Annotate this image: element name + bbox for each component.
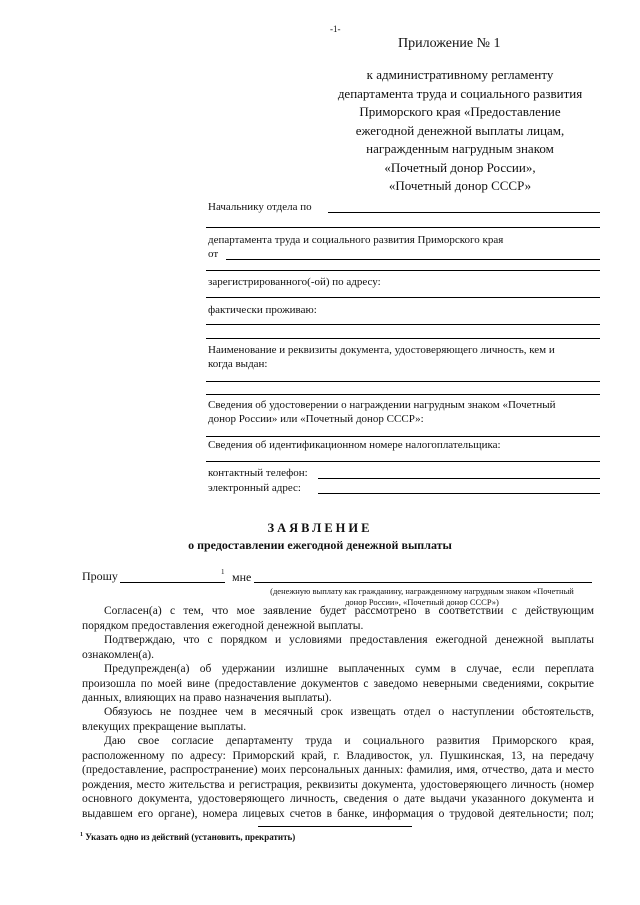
footnote <box>80 832 295 842</box>
caption-line: (денежную выплату как гражданину, награжденному нагрудным знаком «Почетный <box>270 586 574 596</box>
id-document-field-2[interactable] <box>206 394 600 395</box>
paragraph-consent-review <box>82 604 594 633</box>
phone-label: контактный телефон: <box>208 467 308 479</box>
footnote-text: Указать одно из действий (установить, прекратить) <box>85 832 296 842</box>
paragraph-line: данных, влияющих на право назначения выплаты). <box>82 692 332 704</box>
page-mark: -1- <box>330 24 341 34</box>
paragraph-line: расположенному по адресу: Приморский край, г. Владивосток, ул. Пушкинская, 13, на передачу <box>82 749 594 762</box>
request-detail-field[interactable] <box>254 582 592 583</box>
paragraph-obligation <box>82 705 594 734</box>
paragraph-line: произошла по моей вине (предоставление документов с заведомо неверными сведениями, сокрытие <box>82 677 594 690</box>
reglament-line: награжденным нагрудным знаком <box>366 141 554 156</box>
reglament-line: Приморского края «Предоставление <box>359 104 561 119</box>
from-field[interactable] <box>226 259 600 260</box>
appendix-title: Приложение № 1 <box>398 36 501 51</box>
paragraph-line: ознакомлен(а). <box>82 648 154 661</box>
from-field-2[interactable] <box>206 270 600 271</box>
addressee-label: Начальнику отдела по <box>208 201 312 213</box>
footnote-ref: 1 <box>221 568 225 576</box>
award-label-2: донор России» или «Почетный донор СССР»: <box>208 413 424 425</box>
caption-line: донор России», «Почетный донор СССР») <box>345 597 499 607</box>
reglament-line: «Почетный донор России», <box>384 159 536 175</box>
tax-id-field[interactable] <box>206 461 600 462</box>
reglament-line: ежегодной денежной выплаты лицам, <box>355 122 565 138</box>
registered-field[interactable] <box>206 297 600 298</box>
actual-address-field[interactable] <box>206 324 600 325</box>
reglament-reference <box>312 66 608 196</box>
statement-title: ЗАЯВЛЕНИЕ <box>267 521 373 535</box>
paragraph-line: Даю свое согласие департаменту труда и социального развития Приморского края, <box>104 735 594 747</box>
id-document-label: Наименование и реквизиты документа, удостоверяющего личность, кем и <box>208 344 555 356</box>
from-label: от <box>208 248 219 260</box>
request-prefix: Прошу <box>82 569 118 583</box>
paragraph-line: выдавшем его органе), номера лицевых счетов в банке, информация о трудовой деятельности; пол; <box>82 807 594 820</box>
id-document-label-2: когда выдан: <box>208 358 268 370</box>
paragraph-line: Согласен(а) с тем, что мое заявление будет рассмотрено в соответствии с действующим <box>104 605 594 617</box>
addressee-field-2[interactable] <box>206 227 600 228</box>
award-field[interactable] <box>206 436 600 437</box>
footnote-number: 1 <box>80 832 83 838</box>
department-label: департамента труда и социального развития Приморского края <box>208 234 504 246</box>
paragraph-line: Подтверждаю, что с порядком и условиями предоставления ежегодной денежной выплаты <box>104 634 594 646</box>
paragraph-line: порядком предоставления ежегодной денежной выплаты. <box>82 619 364 632</box>
statement-subtitle: о предоставлении ежегодной денежной выплаты <box>188 538 452 552</box>
actual-address-label: фактически проживаю: <box>208 304 317 316</box>
registered-label: зарегистрированного(-ой) по адресу: <box>208 276 381 288</box>
tax-id-label: Сведения об идентификационном номере налогоплательщика: <box>208 439 501 451</box>
paragraph-warning <box>82 662 594 706</box>
email-field[interactable] <box>318 493 600 494</box>
addressee-field[interactable] <box>328 212 600 213</box>
reglament-line: департамента труда и социального развития <box>337 85 583 101</box>
phone-field[interactable] <box>318 478 600 479</box>
paragraph-line: основного документа, удостоверяющего личность, сведения о дате выдачи указанного документа и <box>82 793 594 805</box>
paragraph-line: (предоставление, распространение) моих персональных данных: фамилия, имя, отчество, дата и место <box>82 764 594 776</box>
email-label: электронный адрес: <box>208 482 301 494</box>
paragraph-line: Предупрежден(а) об удержании излишне выплаченных сумм в случае, если переплата <box>104 663 594 675</box>
award-label: Сведения об удостоверении о награждении нагрудным знаком «Почетный <box>208 399 556 411</box>
id-document-field[interactable] <box>206 381 600 382</box>
paragraph-personal-data <box>82 734 594 821</box>
request-suffix: мне <box>232 570 252 584</box>
request-action-field[interactable] <box>120 582 225 583</box>
reglament-line: «Почетный донор СССР» <box>388 178 532 193</box>
reglament-line: к административному регламенту <box>366 67 554 82</box>
paragraph-line: рождения, место жительства и регистрация, реквизиты документа, удостоверяющего личность (номер <box>82 778 594 791</box>
paragraph-line: Обязуюсь не позднее чем в месячный срок извещать отдел о наступлении обстоятельств, <box>104 706 594 718</box>
paragraph-line: влекущих прекращение выплаты. <box>82 720 247 733</box>
paragraph-acknowledge <box>82 633 594 662</box>
footnote-separator <box>258 826 412 827</box>
actual-address-field-2[interactable] <box>206 338 600 339</box>
